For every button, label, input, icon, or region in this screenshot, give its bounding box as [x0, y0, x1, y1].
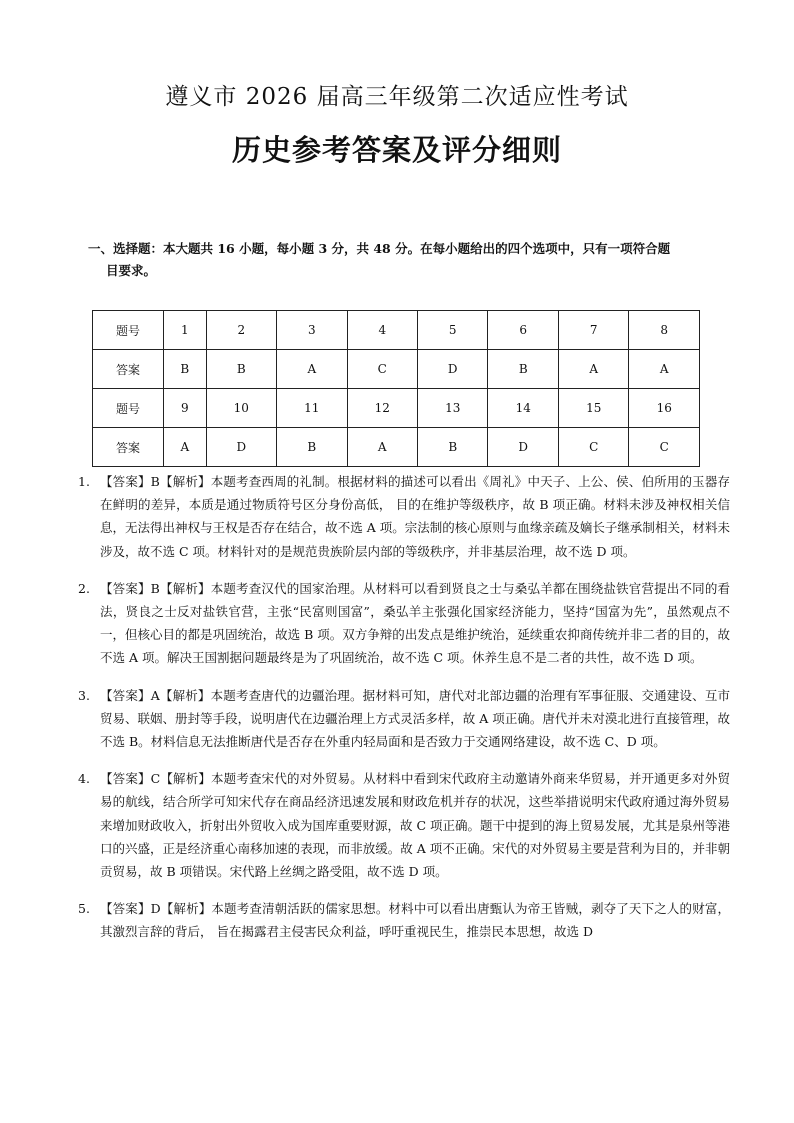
answer-label: 答案	[93, 428, 164, 467]
question-number: 6	[488, 311, 558, 350]
question-number: 1	[164, 311, 207, 350]
question-number: 5	[418, 311, 488, 350]
item-text: 【答案】B【解析】本题考查汉代的国家治理。从材料可以看到贤良之士与桑弘羊都在围绕盐铁官营提出不同的看法，贤良之士反对盐铁官营，主张“民富则国富”，桑弘羊主张强化国家经济能力，坚持“国富为先”，虽然观点不一，但核心目的都是巩固统治，故选 B 项。双方争辩的出发点是维护统治，延续重农抑商传统并非二者的目的，故不选 A 项。解决王国割据问题最终是为了巩固统治，故不选 C 项。休养生息不是二者的共性，故不选 D 项。	[100, 580, 730, 666]
answer-cell: A	[629, 350, 700, 389]
answer-cell: C	[629, 428, 700, 467]
question-number: 13	[418, 389, 488, 428]
question-label: 题号	[93, 311, 164, 350]
item-number: 4.	[78, 771, 90, 787]
item-number: 2.	[78, 580, 90, 596]
question-number: 4	[347, 311, 417, 350]
exam-title: 遵义市 2026 届高三年级第二次适应性考试	[165, 84, 629, 110]
answer-cell: B	[277, 428, 347, 467]
item-number: 1.	[78, 474, 90, 489]
explanation-item	[78, 470, 730, 563]
question-row-1	[93, 311, 700, 350]
section-heading	[88, 238, 728, 282]
question-number: 8	[629, 311, 700, 350]
explanation-item	[78, 577, 730, 670]
question-number: 14	[488, 389, 558, 428]
explanation-list	[78, 470, 730, 958]
answer-cell: B	[206, 350, 276, 389]
question-number: 11	[277, 389, 347, 428]
explanation-item	[78, 767, 730, 883]
explanation-item	[78, 897, 730, 943]
question-number: 7	[558, 311, 628, 350]
explanation-item	[78, 684, 730, 754]
document-title: 历史参考答案及评分细则	[231, 133, 562, 167]
item-text: 【答案】D【解析】本题考查清朝活跃的儒家思想。材料中可以看出唐甄认为帝王皆贼，剥夺了天下之人的财富，其激烈言辞的背后， 旨在揭露君主侵害民众利益，呼吁重视民生，推崇民本思想，故选 D	[100, 901, 730, 940]
answer-cell: A	[558, 350, 628, 389]
answer-row-2	[93, 428, 700, 467]
question-number: 2	[206, 311, 276, 350]
answer-row-1	[93, 350, 700, 389]
answer-cell: A	[347, 428, 417, 467]
answer-table	[92, 310, 700, 467]
answer-cell: D	[418, 350, 488, 389]
answer-label: 答案	[93, 350, 164, 389]
answer-cell: B	[418, 428, 488, 467]
question-number: 3	[277, 311, 347, 350]
answer-cell: B	[488, 350, 558, 389]
question-number: 12	[347, 389, 417, 428]
item-text: 【答案】A【解析】本题考查唐代的边疆治理。据材料可知，唐代对北部边疆的治理有军事征服、交通建设、互市贸易、联姻、册封等手段，说明唐代在边疆治理上方式灵活多样，故 A 项正确。唐代并未对漠北进行直接管理，故不选 B。材料信息无法推断唐代是否存在外重内轻局面和是否致力于交通网络建设，故不选 C、D 项。	[100, 687, 730, 750]
section-heading-text: 一、选择题：本大题共 16 小题，每小题 3 分，共 48 分。在每小题给出的四个选项中，只有一项符合题	[88, 241, 671, 256]
item-text: 【答案】B【解析】本题考查西周的礼制。根据材料的描述可以看出《周礼》中天子、上公、侯、伯所用的玉器存在鲜明的差异，本质是通过物质符号区分身份高低， 目的在维护等级秩序，故 B 项正确。材料未涉及神权相关信息，无法得出神权与王权是否存在结合，故不选 A 项。宗法制的核心原则与血缘亲疏及嫡长子继承制相关，材料未涉及，故不选 C 项。材料针对的是规范贵族阶层内部的等级秩序，并非基层治理，故不选 D 项。	[100, 474, 730, 559]
item-number: 5.	[78, 901, 90, 917]
question-label: 题号	[93, 389, 164, 428]
item-number: 3.	[78, 687, 90, 703]
question-row-2	[93, 389, 700, 428]
answer-cell: A	[164, 428, 207, 467]
question-number: 10	[206, 389, 276, 428]
answer-cell: D	[488, 428, 558, 467]
answer-cell: B	[164, 350, 207, 389]
answer-cell: C	[347, 350, 417, 389]
question-number: 9	[164, 389, 207, 428]
answer-cell: D	[206, 428, 276, 467]
question-number: 16	[629, 389, 700, 428]
section-heading-text-cont: 目要求。	[106, 263, 157, 278]
answer-cell: A	[277, 350, 347, 389]
question-number: 15	[558, 389, 628, 428]
answer-cell: C	[558, 428, 628, 467]
item-text: 【答案】C【解析】本题考查宋代的对外贸易。从材料中看到宋代政府主动邀请外商来华贸易，并开通更多对外贸易的航线，结合所学可知宋代存在商品经济迅速发展和财政危机并存的状况，这些举措说明宋代政府通过海外贸易来增加财政收入，折射出外贸收入成为国库重要财源，故 C 项正确。题干中提到的海上贸易发展，尤其是泉州等港口的兴盛，正是经济重心南移加速的表现，而非放缓。故 A 项不正确。宋代的对外贸易主要是营利为目的，并非朝贡贸易，故 B 项错误。宋代路上丝绸之路受阻，故不选 D 项。	[100, 771, 731, 880]
